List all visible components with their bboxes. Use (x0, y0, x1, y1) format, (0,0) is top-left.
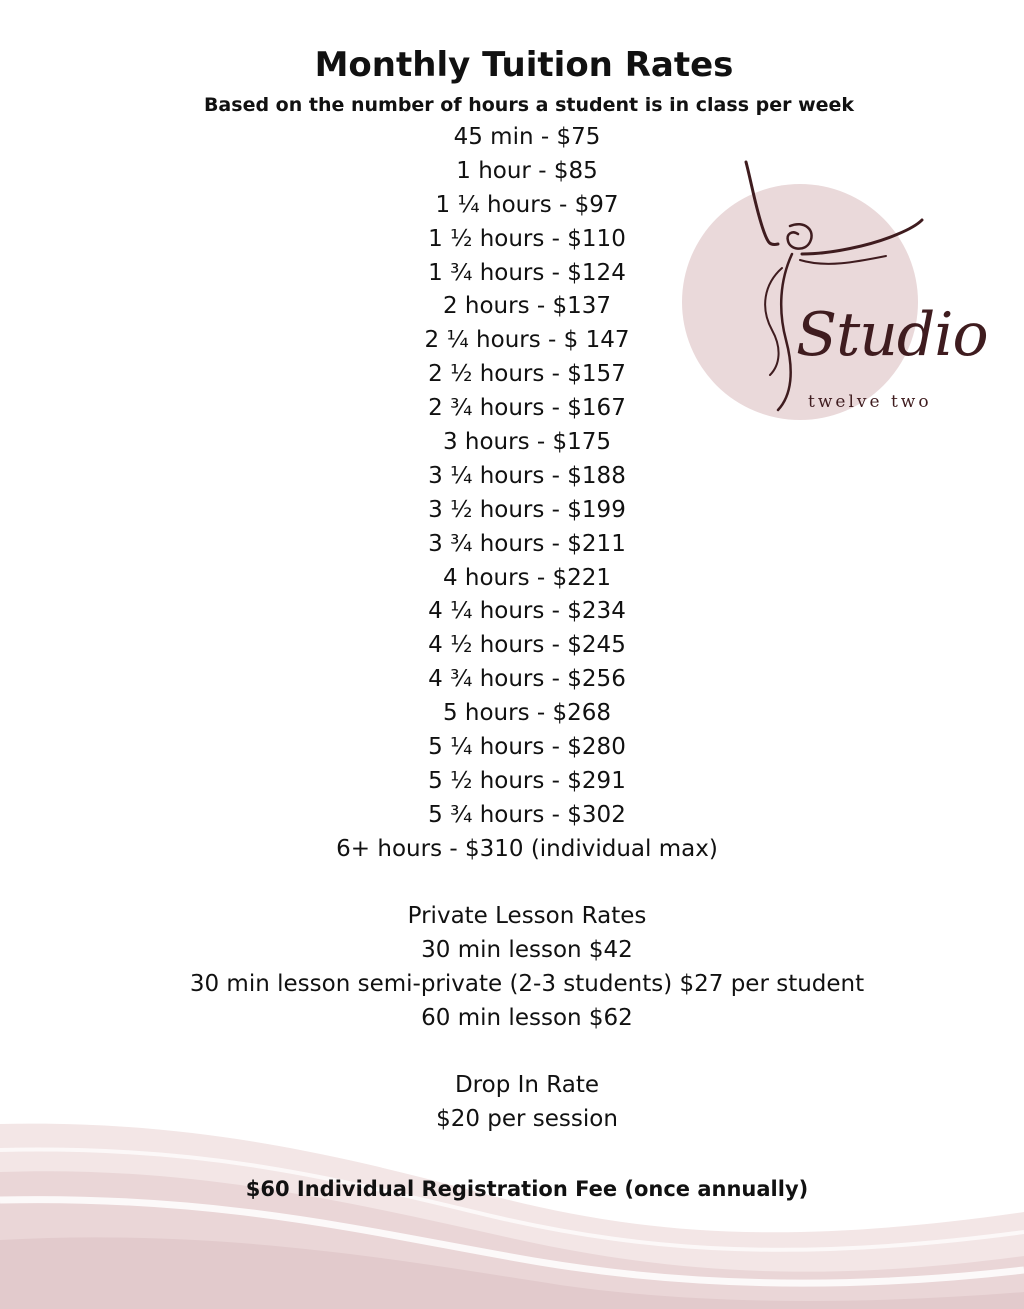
drop-in-heading: Drop In Rate (454, 1072, 600, 1098)
rate-item: 5 ½ hours - $291 (428, 767, 626, 794)
rate-item: 1 ¼ hours - $97 (435, 191, 619, 218)
rate-item: 3 ¾ hours - $211 (428, 530, 626, 557)
rate-item: 45 min - $75 (453, 124, 601, 150)
private-lesson-item: 60 min lesson $62 (421, 1004, 633, 1031)
rate-item: 3 hours - $175 (442, 429, 612, 456)
rate-item: 3 ½ hours - $199 (428, 496, 626, 523)
rate-item: 2 ¼ hours - $ 147 (424, 327, 630, 354)
rate-item: 5 hours - $268 (442, 700, 612, 727)
page-subtitle: Based on the number of hours a student is in class per week (203, 94, 855, 116)
private-lesson-heading: Private Lesson Rates (407, 903, 647, 929)
logo-wordmark: Studio (796, 300, 988, 370)
private-lesson-item: 30 min lesson $42 (421, 936, 633, 963)
tuition-rate-list (0, 121, 1024, 867)
page-title: Monthly Tuition Rates (314, 45, 734, 85)
rate-item: 2 hours - $137 (442, 293, 612, 320)
rate-item: 1 hour - $85 (456, 157, 598, 184)
private-lesson-section (0, 900, 1024, 1036)
drop-in-section (0, 1069, 1024, 1137)
rate-item: 1 ¾ hours - $124 (428, 259, 626, 286)
rate-item: 4 ¾ hours - $256 (428, 666, 626, 693)
private-lesson-item: 30 min lesson semi-private (2-3 students) $27 per student (189, 970, 865, 997)
drop-in-price: $20 per session (436, 1105, 618, 1132)
rate-item: 4 ¼ hours - $234 (428, 598, 626, 625)
rate-item: 1 ½ hours - $110 (428, 225, 626, 252)
registration-fee: $60 Individual Registration Fee (once annually) (245, 1177, 809, 1201)
rate-item: 5 ¼ hours - $280 (428, 734, 626, 761)
rate-item: 2 ½ hours - $157 (428, 361, 626, 388)
rate-item: 4 ½ hours - $245 (428, 632, 626, 659)
rate-item: 5 ¾ hours - $302 (428, 801, 626, 828)
rate-item: 2 ¾ hours - $167 (428, 395, 626, 422)
rate-item: 4 hours - $221 (442, 564, 612, 591)
rate-item: 3 ¼ hours - $188 (428, 462, 626, 489)
rate-item: 6+ hours - $310 (individual max) (336, 835, 718, 862)
logo-tagline: twelve two (808, 392, 932, 412)
